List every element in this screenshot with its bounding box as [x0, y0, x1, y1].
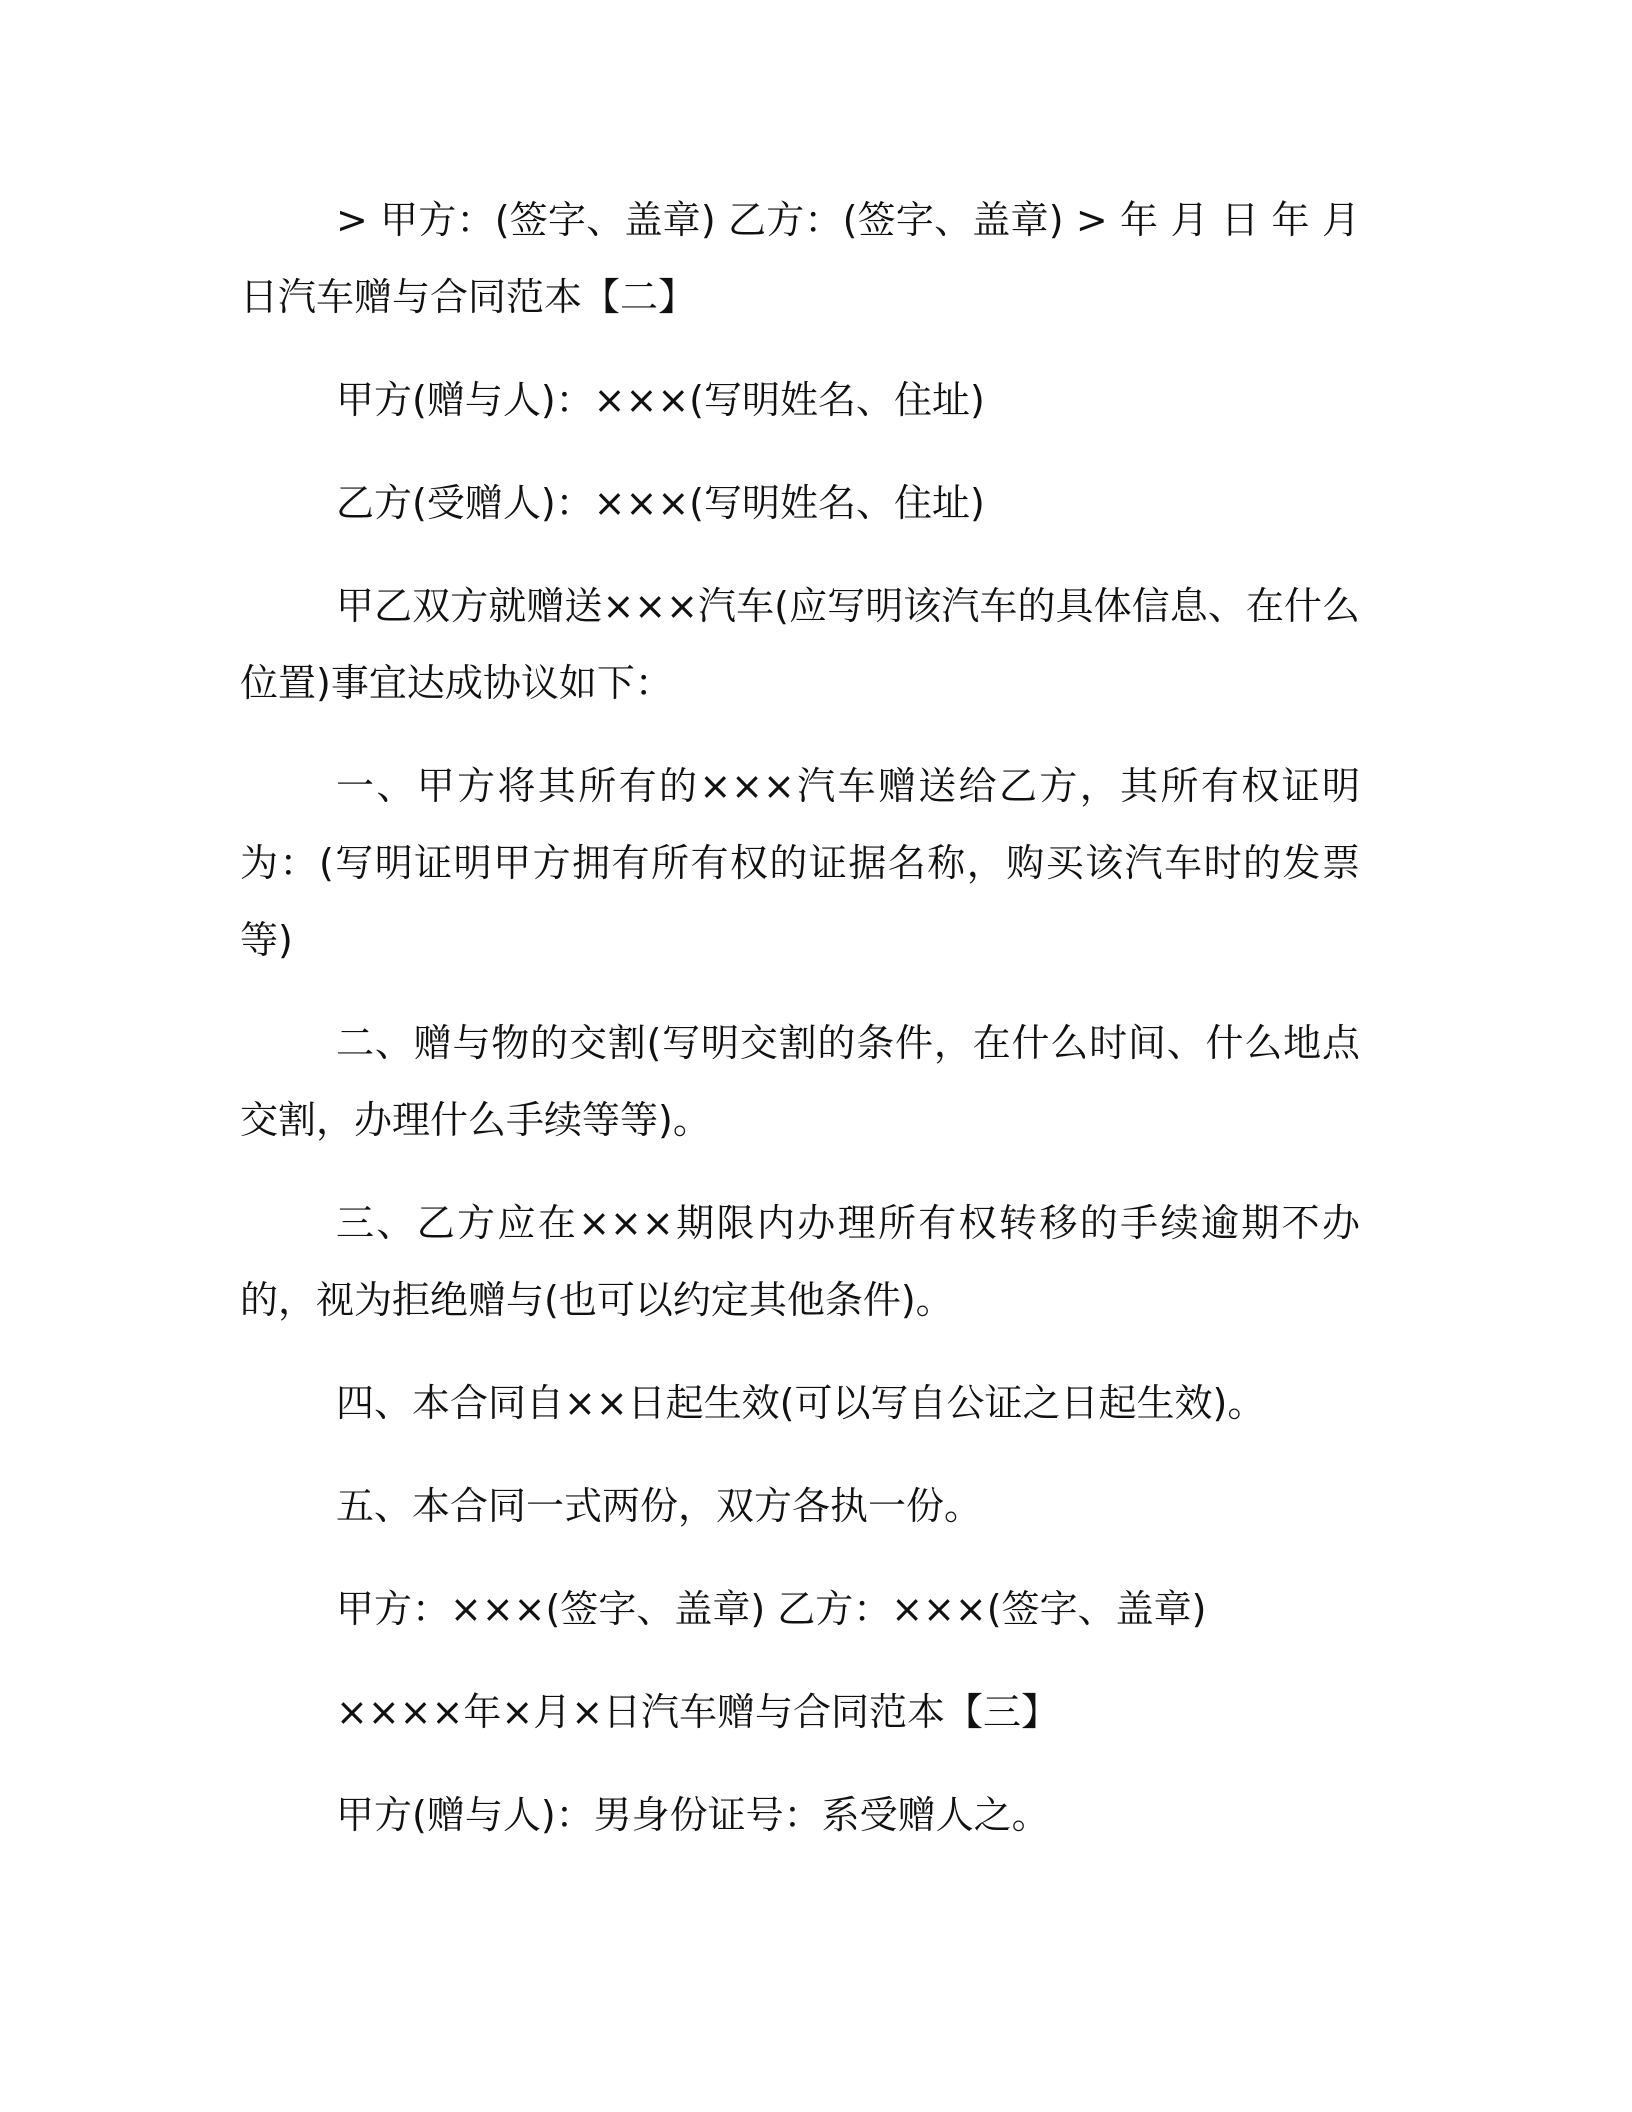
paragraph-signature-line-and-title-2: > 甲方：(签字、盖章) 乙方：(签字、盖章) > 年 月 日 年 月 日汽车赠与合同范本【二】: [240, 198, 1360, 319]
paragraph-signatures: 甲方：×××(签字、盖章) 乙方：×××(签字、盖章): [336, 1587, 1207, 1631]
document-body: [240, 182, 1360, 1880]
paragraph-clause-1: 一、甲方将其所有的×××汽车赠送给乙方，其所有权证明为：(写明证明甲方拥有所有权的证据名称，购买该汽车时的发票等): [240, 764, 1360, 962]
paragraph-donor-info: 甲方(赠与人)：男身份证号：系受赠人之。: [336, 1793, 1050, 1837]
paragraph-party-a: 甲方(赠与人)：×××(写明姓名、住址): [336, 378, 985, 422]
paragraph-clause-3: 三、乙方应在×××期限内办理所有权转移的手续逾期不办的，视为拒绝赠与(也可以约定其他条件)。: [240, 1201, 1360, 1322]
paragraph-agreement-intro: 甲乙双方就赠送×××汽车(应写明该汽车的具体信息、在什么位置)事宜达成协议如下：: [240, 584, 1360, 705]
paragraph-clause-5: 五、本合同一式两份，双方各执一份。: [336, 1484, 983, 1528]
paragraph-party-b: 乙方(受赠人)：×××(写明姓名、住址): [336, 481, 985, 525]
paragraph-clause-4: 四、本合同自××日起生效(可以写自公证之日起生效)。: [336, 1381, 1266, 1425]
paragraph-clause-2: 二、赠与物的交割(写明交割的条件，在什么时间、什么地点交割，办理什么手续等等)。: [240, 1021, 1360, 1142]
paragraph-date-and-title-3: ××××年×月×日汽车赠与合同范本【三】: [336, 1690, 1060, 1734]
